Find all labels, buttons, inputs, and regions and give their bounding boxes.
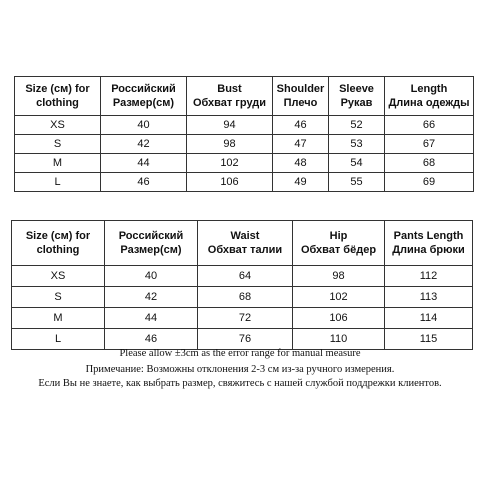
cell-hip: 110: [293, 329, 385, 350]
cell-pants-length: 112: [385, 266, 473, 287]
table-row: [12, 308, 473, 329]
cell-size: L: [15, 173, 101, 192]
cell-hip: 102: [293, 287, 385, 308]
header-size: Size (см) for clothing: [12, 221, 105, 266]
cell-size: XS: [12, 266, 105, 287]
cell-shoulder: 48: [273, 154, 329, 173]
top-size-table: [14, 76, 474, 192]
table-row: [15, 135, 474, 154]
cell-bust: 106: [187, 173, 273, 192]
cell-russian-size: 42: [105, 287, 198, 308]
cell-russian-size: 40: [101, 116, 187, 135]
cell-length: 67: [385, 135, 474, 154]
cell-sleeve: 53: [329, 135, 385, 154]
table-row: [12, 287, 473, 308]
cell-sleeve: 54: [329, 154, 385, 173]
table-row: [15, 116, 474, 135]
cell-russian-size: 40: [105, 266, 198, 287]
cell-bust: 102: [187, 154, 273, 173]
note-measurement-error-ru: Примечание: Возможны отклонения 2-3 см из-за ручного измерения.: [85, 364, 395, 375]
cell-russian-size: 44: [101, 154, 187, 173]
header-waist: Waist Обхват талии: [198, 221, 293, 266]
table-row: [15, 173, 474, 192]
cell-size: L: [12, 329, 105, 350]
cell-length: 68: [385, 154, 474, 173]
cell-size: M: [15, 154, 101, 173]
cell-hip: 98: [293, 266, 385, 287]
header-size: Size (см) for clothing: [15, 77, 101, 116]
cell-pants-length: 115: [385, 329, 473, 350]
header-pants-length: Pants Length Длина брюки: [385, 221, 473, 266]
cell-bust: 94: [187, 116, 273, 135]
bottom-size-table: [11, 220, 473, 350]
table-header-row: [12, 221, 473, 266]
table-header-row: [15, 77, 474, 116]
header-russian-size: Российский Размер(см): [101, 77, 187, 116]
cell-russian-size: 46: [101, 173, 187, 192]
cell-russian-size: 46: [105, 329, 198, 350]
header-bust: Bust Обхват груди: [187, 77, 273, 116]
table-row: [12, 329, 473, 350]
cell-size: S: [12, 287, 105, 308]
cell-length: 66: [385, 116, 474, 135]
cell-size: M: [12, 308, 105, 329]
header-length: Length Длина одежды: [385, 77, 474, 116]
cell-russian-size: 44: [105, 308, 198, 329]
table-row: [12, 266, 473, 287]
cell-bust: 98: [187, 135, 273, 154]
header-russian-size: Российский Размер(см): [105, 221, 198, 266]
cell-shoulder: 47: [273, 135, 329, 154]
cell-pants-length: 114: [385, 308, 473, 329]
table-row: [15, 154, 474, 173]
header-sleeve: Sleeve Рукав: [329, 77, 385, 116]
note-contact-support: Если Вы не знаете, как выбрать размер, свяжитесь с нашей службой поддрежки клиентов.: [38, 378, 442, 389]
header-hip: Hip Обхват бёдер: [293, 221, 385, 266]
cell-sleeve: 52: [329, 116, 385, 135]
cell-length: 69: [385, 173, 474, 192]
cell-hip: 106: [293, 308, 385, 329]
header-shoulder: Shoulder Плечо: [273, 77, 329, 116]
cell-shoulder: 46: [273, 116, 329, 135]
cell-sleeve: 55: [329, 173, 385, 192]
cell-size: XS: [15, 116, 101, 135]
cell-shoulder: 49: [273, 173, 329, 192]
cell-pants-length: 113: [385, 287, 473, 308]
cell-waist: 72: [198, 308, 293, 329]
cell-russian-size: 42: [101, 135, 187, 154]
note-measurement-error-en: Please allow ±3cm as the error range for manual measure: [119, 348, 361, 359]
cell-waist: 76: [198, 329, 293, 350]
cell-size: S: [15, 135, 101, 154]
cell-waist: 64: [198, 266, 293, 287]
cell-waist: 68: [198, 287, 293, 308]
